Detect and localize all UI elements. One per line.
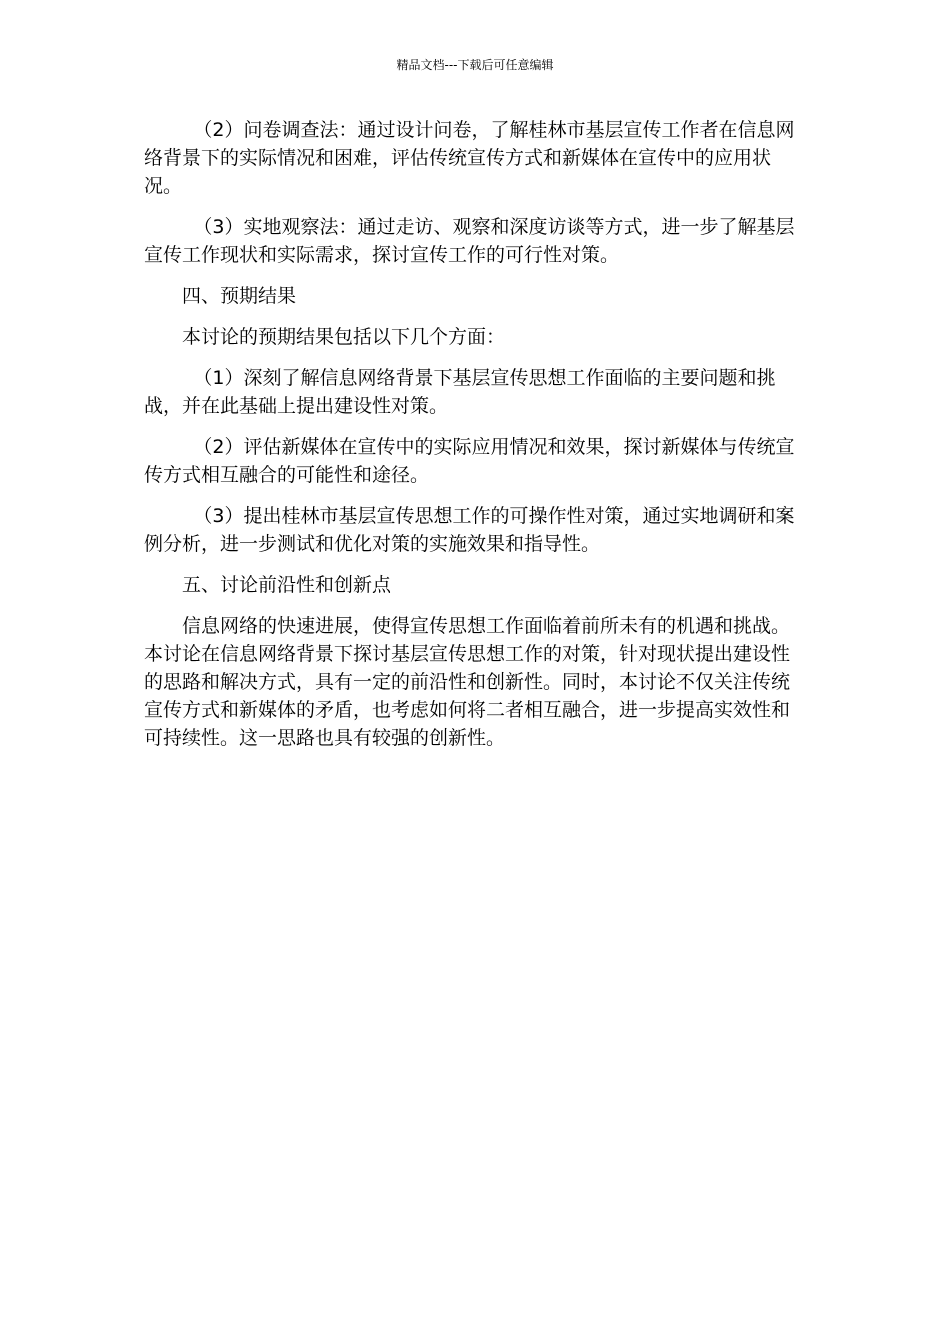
document-body (144, 116, 806, 765)
expected-result-item-3: （3）提出桂林市基层宣传思想工作的可操作性对策，通过实地调研和案例分析，进一步测试和优化对策的实施效果和指导性。 (144, 505, 795, 555)
expected-result-item-1: （1）深刻了解信息网络背景下基层宣传思想工作面临的主要问题和挑战，并在此基础上提出建设性对策。 (144, 367, 776, 417)
section-heading-innovation: 五、讨论前沿性和创新点 (182, 574, 392, 596)
method-field-observation-paragraph: （3）实地观察法：通过走访、观察和深度访谈等方式，进一步了解基层宣传工作现状和实际需求，探讨宣传工作的可行性对策。 (144, 216, 795, 266)
method-questionnaire-paragraph: （2）问卷调查法：通过设计问卷，了解桂林市基层宣传工作者在信息网络背景下的实际情况和困难，评估传统宣传方式和新媒体在宣传中的应用状况。 (144, 119, 795, 197)
expected-results-intro-paragraph: 本讨论的预期结果包括以下几个方面： (182, 326, 506, 348)
page-header: 精品文档---下载后可任意编辑 (396, 58, 554, 72)
section-heading-expected-results: 四、预期结果 (182, 285, 297, 307)
innovation-paragraph: 信息网络的快速进展，使得宣传思想工作面临着前所未有的机遇和挑战。本讨论在信息网络背景下探讨基层宣传思想工作的对策，针对现状提出建设性的思路和解决方式，具有一定的前沿性和创新性。同时，本讨论不仅关注传统宣传方式和新媒体的矛盾，也考虑如何将二者相互融合，进一步提高实效性和可持续性。这一思路也具有较强的创新性。 (144, 615, 791, 749)
expected-result-item-2: （2）评估新媒体在宣传中的实际应用情况和效果，探讨新媒体与传统宣传方式相互融合的可能性和途径。 (144, 436, 795, 486)
